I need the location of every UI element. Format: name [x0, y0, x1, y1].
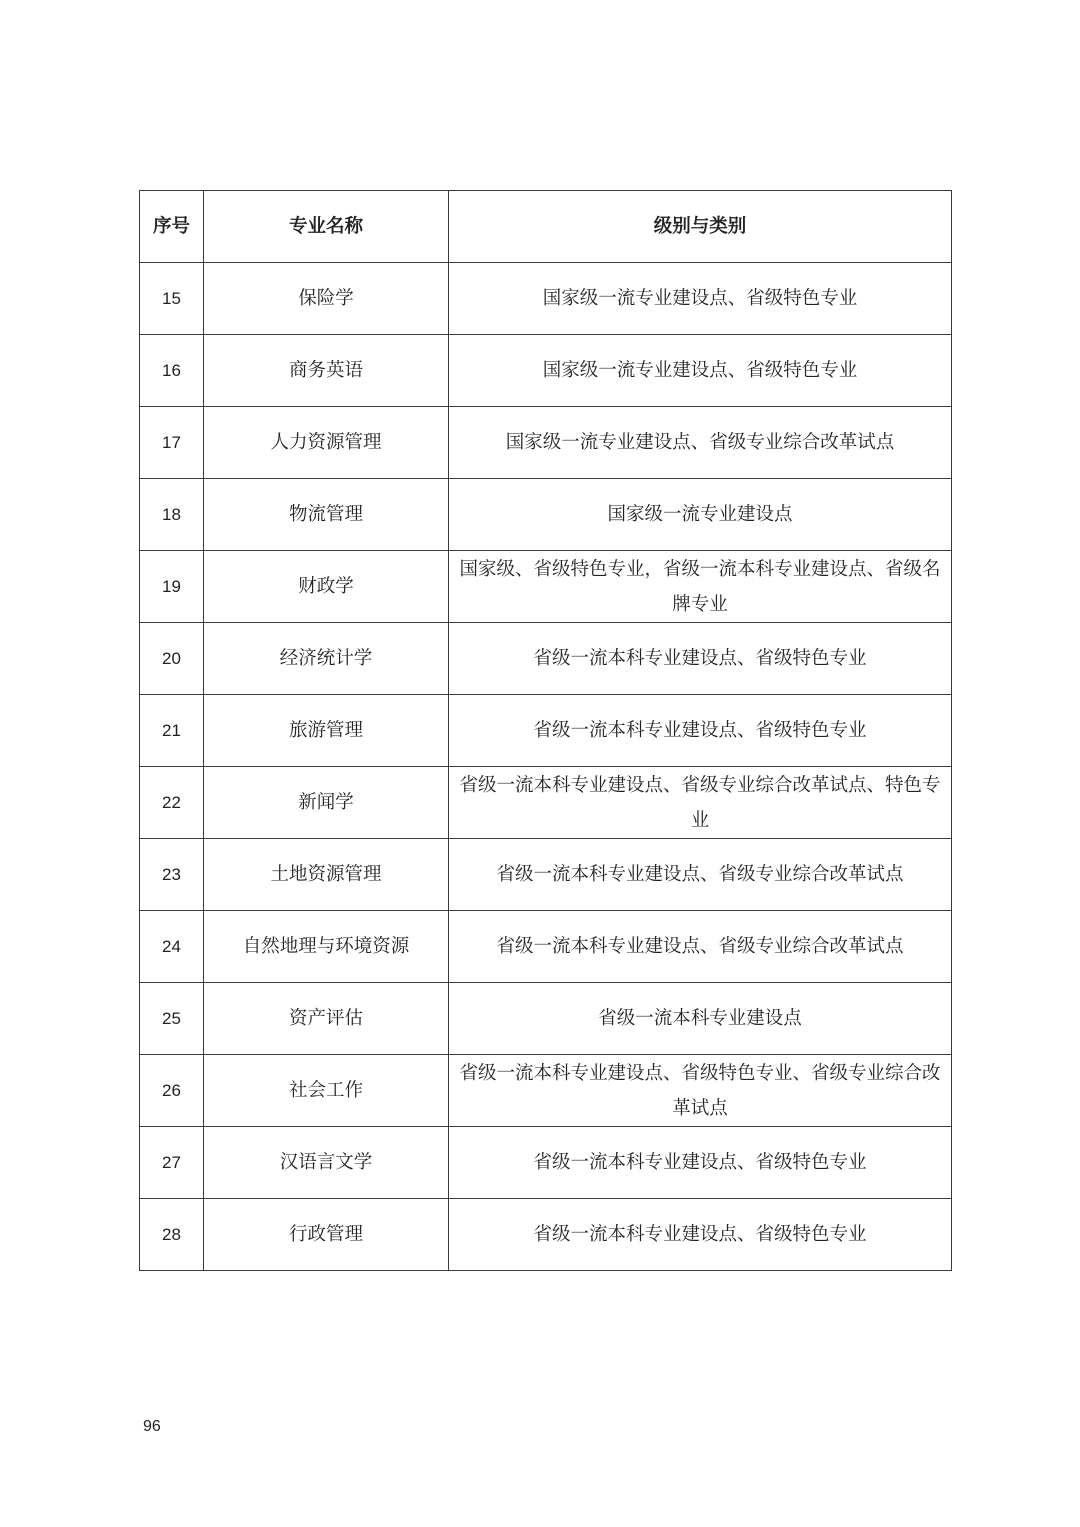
cell-level-category: 国家级一流专业建设点、省级特色专业: [449, 263, 952, 335]
table-row: [140, 263, 952, 335]
cell-level-category: 省级一流本科专业建设点: [449, 983, 952, 1055]
cell-major-name: 汉语言文学: [204, 1127, 449, 1199]
table-header-row: [140, 191, 952, 263]
table-row: [140, 695, 952, 767]
cell-number: 17: [140, 407, 204, 479]
cell-major-name: 物流管理: [204, 479, 449, 551]
cell-number: 18: [140, 479, 204, 551]
table-row: [140, 1127, 952, 1199]
cell-number: 21: [140, 695, 204, 767]
cell-number: 24: [140, 911, 204, 983]
cell-number: 28: [140, 1199, 204, 1271]
cell-level-category: 省级一流本科专业建设点、省级特色专业: [449, 1127, 952, 1199]
table-row: [140, 911, 952, 983]
cell-major-name: 土地资源管理: [204, 839, 449, 911]
cell-major-name: 人力资源管理: [204, 407, 449, 479]
cell-level-category: 国家级、省级特色专业，省级一流本科专业建设点、省级名牌专业: [449, 551, 952, 623]
cell-level-category: 省级一流本科专业建设点、省级专业综合改革试点: [449, 839, 952, 911]
table-row: [140, 767, 952, 839]
cell-number: 22: [140, 767, 204, 839]
cell-level-category: 省级一流本科专业建设点、省级特色专业: [449, 623, 952, 695]
table-row: [140, 1199, 952, 1271]
cell-level-category: 国家级一流专业建设点、省级专业综合改革试点: [449, 407, 952, 479]
cell-number: 15: [140, 263, 204, 335]
cell-number: 19: [140, 551, 204, 623]
table-row: [140, 983, 952, 1055]
cell-major-name: 社会工作: [204, 1055, 449, 1127]
cell-level-category: 省级一流本科专业建设点、省级特色专业: [449, 1199, 952, 1271]
table-row: [140, 1055, 952, 1127]
cell-level-category: 国家级一流专业建设点、省级特色专业: [449, 335, 952, 407]
cell-level-category: 省级一流本科专业建设点、省级专业综合改革试点、特色专业: [449, 767, 952, 839]
cell-number: 16: [140, 335, 204, 407]
cell-level-category: 省级一流本科专业建设点、省级专业综合改革试点: [449, 911, 952, 983]
table-row: [140, 335, 952, 407]
table-row: [140, 479, 952, 551]
cell-level-category: 省级一流本科专业建设点、省级特色专业、省级专业综合改革试点: [449, 1055, 952, 1127]
cell-major-name: 资产评估: [204, 983, 449, 1055]
cell-number: 20: [140, 623, 204, 695]
cell-major-name: 旅游管理: [204, 695, 449, 767]
header-major-name: 专业名称: [204, 191, 449, 263]
cell-major-name: 经济统计学: [204, 623, 449, 695]
cell-major-name: 行政管理: [204, 1199, 449, 1271]
table-row: [140, 623, 952, 695]
cell-major-name: 财政学: [204, 551, 449, 623]
cell-number: 27: [140, 1127, 204, 1199]
cell-number: 23: [140, 839, 204, 911]
cell-major-name: 新闻学: [204, 767, 449, 839]
cell-major-name: 商务英语: [204, 335, 449, 407]
cell-level-category: 省级一流本科专业建设点、省级特色专业: [449, 695, 952, 767]
header-level-category: 级别与类别: [449, 191, 952, 263]
table-row: [140, 407, 952, 479]
cell-number: 26: [140, 1055, 204, 1127]
table-body: [140, 263, 952, 1271]
table-row: [140, 551, 952, 623]
majors-table: [139, 190, 952, 1271]
page-number: 96: [143, 1418, 161, 1435]
cell-number: 25: [140, 983, 204, 1055]
cell-major-name: 自然地理与环境资源: [204, 911, 449, 983]
header-number: 序号: [140, 191, 204, 263]
cell-level-category: 国家级一流专业建设点: [449, 479, 952, 551]
table-row: [140, 839, 952, 911]
cell-major-name: 保险学: [204, 263, 449, 335]
